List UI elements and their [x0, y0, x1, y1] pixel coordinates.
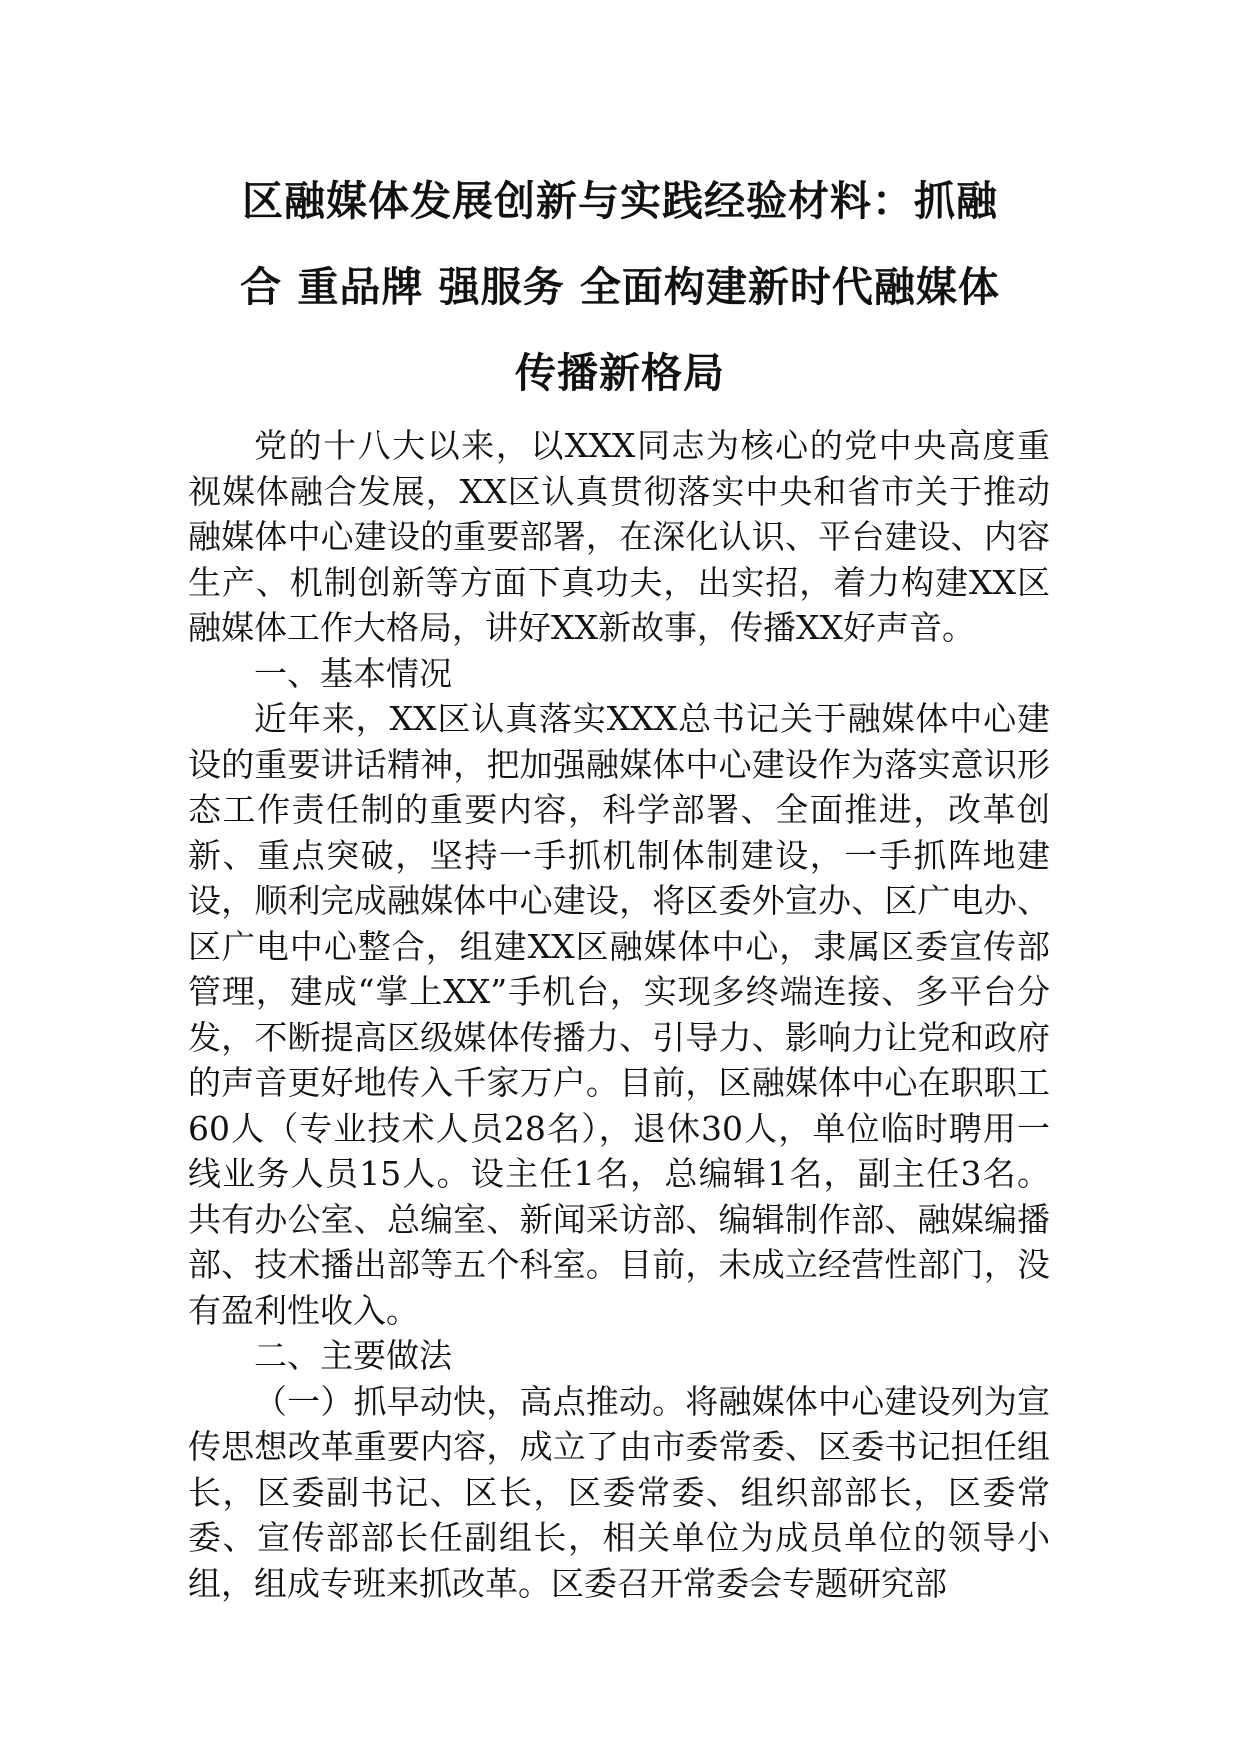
- document-title: [170, 158, 1070, 416]
- main-practices-paragraph: （一）抓早动快，高点推动。将融媒体中心建设列为宣传思想改革重要内容，成立了由市委常委、区委书记担任组长，区委副书记、区长，区委常委、组织部部长，区委常委、宣传部部长任副组长，相关单位为成员单位的领导小组，组成专班来抓改革。区委召开常委会专题研究部: [188, 1381, 1050, 1603]
- basic-situation-paragraph: 近年来，XX区认真落实XXX总书记关于融媒体中心建设的重要讲话精神，把加强融媒体中心建设作为落实意识形态工作责任制的重要内容，科学部署、全面推进，改革创新、重点突破，坚持一手抓机制体制建设，一手抓阵地建设，顺利完成融媒体中心建设，将区委外宣办、区广电办、区广电中心整合，组建XX区融媒体中心，隶属区委宣传部管理，建成“掌上XX”手机台，实现多终端连接、多平台分发，不断提高区级媒体传播力、引导力、影响力让党和政府的声音更好地传入千家万户。目前，区融媒体中心在职职工60人（专业技术人员28名），退休30人，单位临时聘用一线业务人员15人。设主任1名，总编辑1名，副主任3名。共有办公室、总编室、新闻采访部、编辑制作部、融媒编播部、技术播出部等五个科室。目前，未成立经营性部门，没有盈利性收入。: [188, 699, 1050, 1330]
- title-line-1: 区融媒体发展创新与实践经验材料：抓融: [242, 177, 998, 225]
- section-heading-main-practices: 二、主要做法: [254, 1336, 452, 1375]
- title-line-3: 传播新格局: [515, 349, 725, 397]
- section-heading-basic-situation: 一、基本情况: [254, 653, 452, 693]
- document-body: [188, 423, 1050, 1606]
- intro-paragraph: 党的十八大以来，以XXX同志为核心的党中央高度重视媒体融合发展，XX区认真贯彻落实中央和省市关于推动融媒体中心建设的重要部署，在深化认识、平台建设、内容生产、机制创新等方面下真功夫，出实招，着力构建XX区融媒体工作大格局，讲好XX新故事，传播XX好声音。: [188, 426, 1050, 647]
- title-line-2: 合 重品牌 强服务 全面构建新时代融媒体: [240, 263, 1000, 311]
